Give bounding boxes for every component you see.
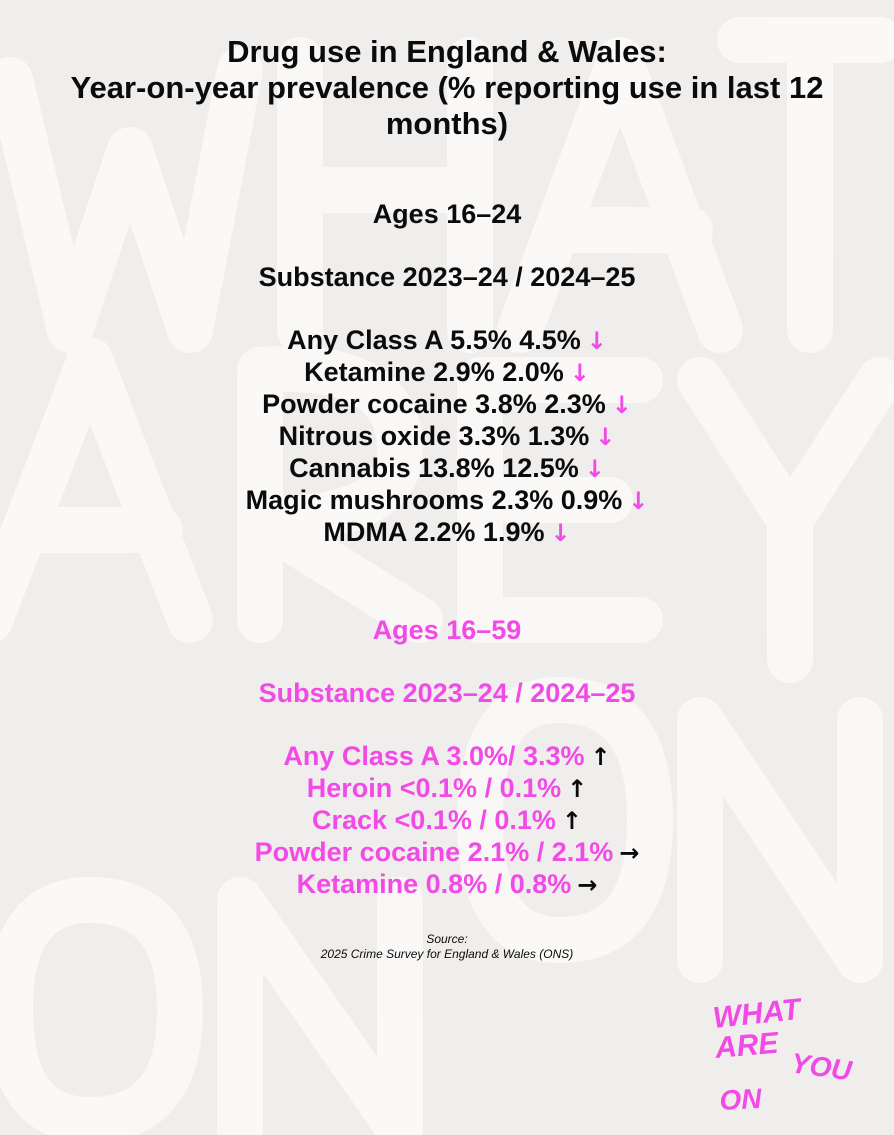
up-arrow-icon: ↑: [567, 775, 588, 803]
row-text: Any Class A 5.5% 4.5%: [287, 325, 581, 355]
list-item: [0, 484, 894, 516]
list-item: [0, 740, 894, 772]
row-text: MDMA 2.2% 1.9%: [323, 517, 545, 547]
down-arrow-icon: ↓: [584, 455, 605, 483]
list-item: [0, 836, 894, 868]
list-item: [0, 772, 894, 804]
section-16-59-subheading: Substance 2023–24 / 2024–25: [258, 678, 636, 708]
right-arrow-icon: →: [619, 839, 640, 867]
logo-word-what: WHAT: [711, 992, 803, 1035]
brand-logo: [710, 990, 870, 1120]
title-line-3: months): [385, 106, 509, 141]
row-text: Any Class A 3.0%/ 3.3%: [283, 741, 585, 771]
row-text: Crack <0.1% / 0.1%: [311, 805, 556, 835]
right-arrow-icon: →: [577, 871, 598, 899]
down-arrow-icon: ↓: [569, 359, 590, 387]
list-item: [0, 324, 894, 356]
logo-word-are: ARE: [713, 1026, 780, 1065]
page-title: [20, 34, 874, 142]
section-16-24-heading: Ages 16–24: [372, 199, 522, 229]
list-item: [0, 516, 894, 548]
list-item: [0, 804, 894, 836]
list-item: [0, 452, 894, 484]
title-line-1: Drug use in England & Wales:: [227, 34, 667, 69]
row-text: Heroin <0.1% / 0.1%: [306, 773, 562, 803]
title-line-2: Year-on-year prevalence (% reporting use in last 12: [70, 70, 824, 105]
source-text: 2025 Crime Survey for England & Wales (ONS): [320, 947, 574, 961]
row-text: Ketamine 2.9% 2.0%: [304, 357, 564, 387]
source-note: [0, 932, 894, 962]
section-16-59-heading: Ages 16–59: [372, 615, 522, 645]
list-item: [0, 356, 894, 388]
row-text: Magic mushrooms 2.3% 0.9%: [245, 485, 623, 515]
row-text: Nitrous oxide 3.3% 1.3%: [278, 421, 590, 451]
section-16-24-list: [0, 324, 894, 548]
list-item: [0, 420, 894, 452]
section-16-24-subheading: Substance 2023–24 / 2024–25: [258, 262, 636, 292]
down-arrow-icon: ↓: [595, 423, 616, 451]
up-arrow-icon: ↑: [561, 807, 583, 835]
list-item: [0, 388, 894, 420]
row-text: Powder cocaine 2.1% / 2.1%: [254, 837, 614, 867]
source-label: Source:: [426, 932, 468, 946]
down-arrow-icon: ↓: [611, 391, 632, 419]
down-arrow-icon: ↓: [628, 487, 649, 515]
logo-word-on: ON: [718, 1082, 763, 1116]
logo-graphic: [710, 990, 870, 1120]
row-text: Cannabis 13.8% 12.5%: [289, 453, 579, 483]
section-16-59-list: [0, 740, 894, 900]
down-arrow-icon: ↓: [550, 519, 571, 547]
row-text: Ketamine 0.8% / 0.8%: [296, 869, 572, 899]
list-item: [0, 868, 894, 900]
logo-word-you: YOU: [789, 1047, 854, 1087]
up-arrow-icon: ↑: [590, 743, 611, 771]
row-text: Powder cocaine 3.8% 2.3%: [262, 389, 606, 419]
down-arrow-icon: ↓: [586, 327, 607, 355]
